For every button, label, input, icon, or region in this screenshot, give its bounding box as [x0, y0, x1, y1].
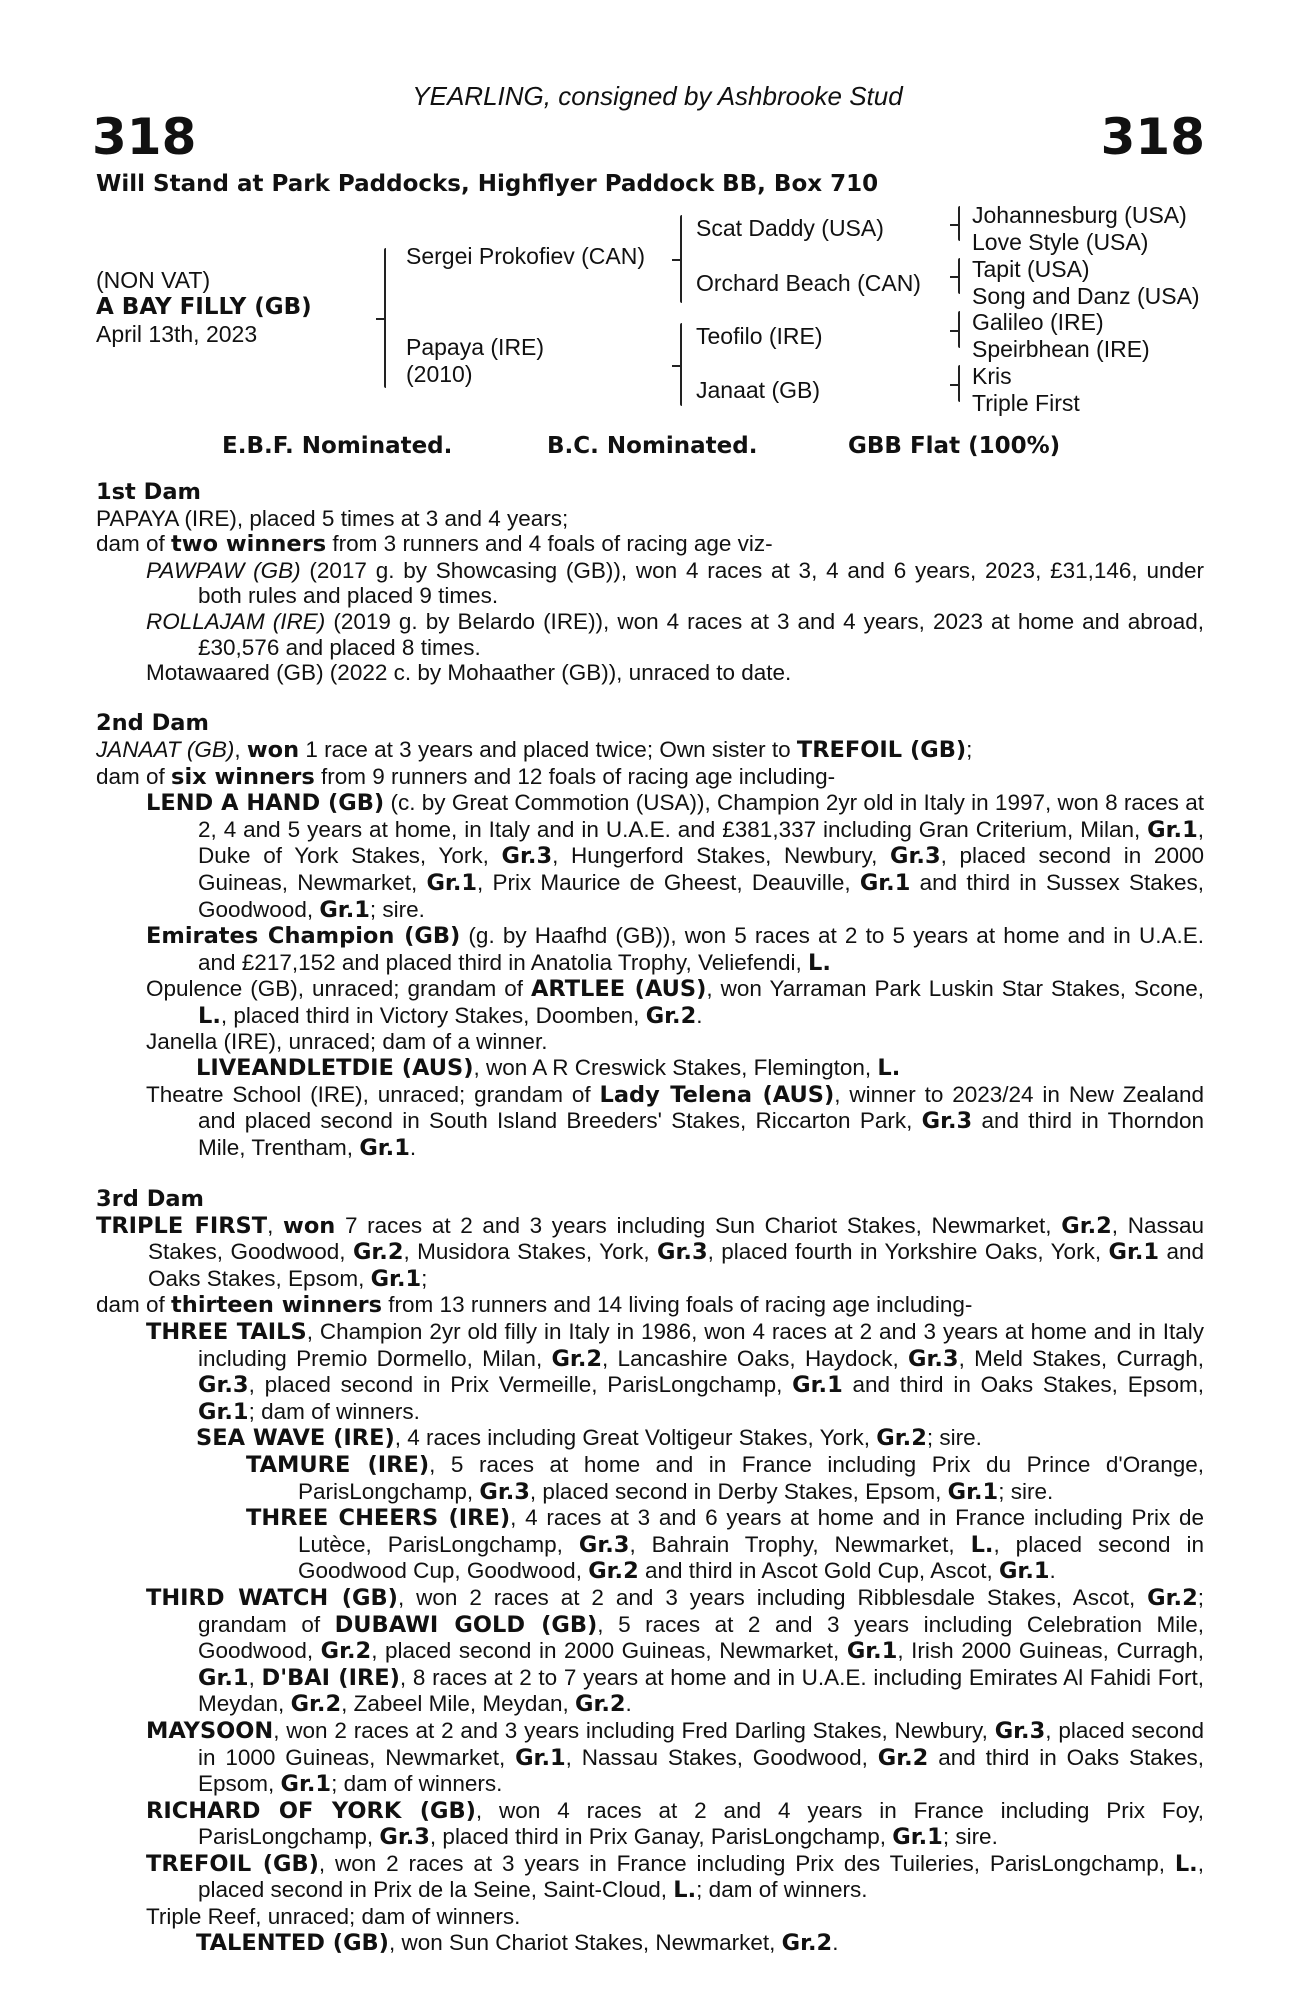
dam-dam: Janaat (GB) [696, 377, 820, 403]
consignment-line: YEARLING, consigned by Ashbrooke Stud [412, 81, 903, 111]
progeny-lend-a-hand: LEND A HAND (GB) (c. by Great Commotion (USA)), Champion 2yr old in Italy in 1997, won 8 races at 2, 4 and 5 years at home, in Italy and in U.A.E. and £381,337 including Gran Criterium, Milan, Gr.1, Duke of York Stakes, York, Gr.3, Hungerford Stakes, Newbury, Gr.3, placed second in 2000 Guineas, Newmarket, Gr.1, Prix Maurice de Gheest, Deauville, Gr.1 and third in Sussex Stakes, Goodwood, Gr.1; sire. [146, 790, 1204, 923]
progeny-three-tails: THREE TAILS, Champion 2yr old filly in Italy in 1986, won 4 races at 2 and 3 years at home and in Italy including Premio Dormello, Milan, Gr.2, Lancashire Oaks, Haydock, Gr.3, Meld Stakes, Curragh, Gr.3, placed second in Prix Vermeille, ParisLongchamp, Gr.1 and third in Oaks Stakes, Epsom, Gr.1; dam of winners. [146, 1319, 1204, 1425]
progeny-trefoil: TREFOIL (GB), won 2 races at 3 years in France including Prix des Tuileries, ParisLongchamp, L., placed second in Prix de la Seine, Saint-Cloud, L.; dam of winners. [146, 1850, 1204, 1904]
pedigree-brace-sire [680, 215, 682, 303]
catalogue-body [96, 480, 1204, 1956]
progeny-liveandletdie: LIVEANDLETDIE (AUS), won A R Creswick Stakes, Flemington, L. [196, 1055, 901, 1082]
progeny-three-cheers: THREE CHEERS (IRE), 4 races at 3 and 6 years at home and in France including Prix de Lutèce, ParisLongchamp, Gr.3, Bahrain Trophy, Newmarket, L., placed second in Goodwood Cup, Goodwood, Gr.2 and third in Ascot Gold Cup, Ascot, Gr.1. [246, 1505, 1205, 1585]
pedigree-brace-g3 [958, 311, 960, 348]
ebf-nomination: E.B.F. Nominated. [222, 433, 453, 459]
foaling-date: April 13th, 2023 [96, 321, 258, 347]
sire-sire: Scat Daddy (USA) [696, 215, 884, 241]
first-dam-intro: PAPAYA (IRE), placed 5 times at 3 and 4 years; [96, 505, 569, 531]
bc-nomination: B.C. Nominated. [547, 433, 758, 459]
grandsire-1: Johannesburg (USA) [972, 202, 1187, 228]
progeny-motawaared: Motawaared (GB) (2022 c. by Mohaather (GB)), unraced to date. [146, 660, 792, 686]
pedigree-brace-g1 [958, 206, 960, 241]
third-dam-heading: 3rd Dam [96, 1186, 204, 1213]
dam-sire: Teofilo (IRE) [696, 323, 823, 349]
progeny-theatre-school: Theatre School (IRE), unraced; grandam of Lady Telena (AUS), winner to 2023/24 in New Zealand and placed second in South Island Breeders' Stakes, Riccarton Park, Gr.3 and third in Thorndon Mile, Trentham, Gr.1. [146, 1081, 1205, 1161]
third-dam-intro: TRIPLE FIRST, won 7 races at 2 and 3 years including Sun Chariot Stakes, Newmarket, Gr.2, Nassau Stakes, Goodwood, Gr.2, Musidora Stakes, York, Gr.3, placed fourth in Yorkshire Oaks, York, Gr.1 and Oaks Stakes, Epsom, Gr.1; [96, 1212, 1205, 1292]
dam-year: (2010) [406, 361, 473, 387]
progeny-pawpaw: PAWPAW (GB) (2017 g. by Showcasing (GB)), won 4 races at 3, 4 and 6 years, 2023, £31,146, under both rules and placed 9 times. [146, 557, 1204, 609]
grandsire-8: Triple First [972, 390, 1080, 416]
grandsire-3: Tapit (USA) [972, 256, 1090, 282]
second-dam-summary: dam of six winners from 9 runners and 12 foals of racing age including- [96, 763, 836, 790]
grandsire-5: Galileo (IRE) [972, 309, 1104, 335]
progeny-opulence: Opulence (GB), unraced; grandam of ARTLEE (AUS), won Yarraman Park Luskin Star Stakes, Scone, L., placed third in Victory Stakes, Doomben, Gr.2. [146, 976, 1204, 1029]
grandsire-6: Speirbhean (IRE) [972, 336, 1150, 362]
progeny-sea-wave: SEA WAVE (IRE), 4 races including Great Voltigeur Stakes, York, Gr.2; sire. [196, 1425, 982, 1452]
progeny-talented: TALENTED (GB), won Sun Chariot Stakes, Newmarket, Gr.2. [196, 1929, 839, 1956]
second-dam-intro: JANAAT (GB), won 1 race at 3 years and placed twice; Own sister to TREFOIL (GB); [96, 736, 973, 763]
grandsire-4: Song and Danz (USA) [972, 283, 1200, 309]
dam-name: Papaya (IRE) [406, 334, 545, 360]
grandsire-7: Kris [972, 363, 1012, 389]
sire-dam: Orchard Beach (CAN) [696, 270, 921, 296]
sire-name: Sergei Prokofiev (CAN) [406, 243, 646, 269]
gbb-nomination: GBB Flat (100%) [848, 433, 1061, 459]
first-dam-heading: 1st Dam [96, 479, 201, 505]
pedigree-brace-main [384, 248, 386, 388]
pedigree-brace-g4 [958, 365, 960, 402]
second-dam-heading: 2nd Dam [96, 710, 209, 737]
progeny-triple-reef: Triple Reef, unraced; dam of winners. [146, 1904, 521, 1930]
progeny-tamure: TAMURE (IRE), 5 races at home and in France including Prix du Prince d'Orange, ParisLongchamp, Gr.3, placed second in Derby Stakes, Epsom, Gr.1; sire. [246, 1451, 1205, 1505]
vat-status: (NON VAT) [96, 267, 211, 293]
progeny-emirates-champion: Emirates Champion (GB) (g. by Haafhd (GB)), won 5 races at 2 to 5 years at home and in U.A.E. and £217,152 and placed third in Anatolia Trophy, Veliefendi, L. [146, 923, 1204, 976]
horse-name: A BAY FILLY (GB) [96, 294, 312, 320]
pedigree-brace-g2 [958, 258, 960, 294]
progeny-janella: Janella (IRE), unraced; dam of a winner. [146, 1029, 548, 1055]
progeny-richard-of-york: RICHARD OF YORK (GB), won 4 races at 2 and 4 years in France including Prix Foy, ParisLongchamp, Gr.3, placed third in Prix Ganay, ParisLongchamp, Gr.1; sire. [146, 1797, 1205, 1851]
lot-number-right: 318 [1100, 108, 1205, 166]
lot-number-left: 318 [92, 108, 197, 166]
pedigree-brace-dam [680, 323, 682, 406]
progeny-maysoon: MAYSOON, won 2 races at 2 and 3 years including Fred Darling Stakes, Newbury, Gr.3, placed second in 1000 Guineas, Newmarket, Gr.1, Nassau Stakes, Goodwood, Gr.2 and third in Oaks Stakes, Epsom, Gr.1; dam of winners. [146, 1717, 1204, 1798]
stand-location: Will Stand at Park Paddocks, Highflyer Paddock BB, Box 710 [96, 171, 879, 197]
progeny-rollajam: ROLLAJAM (IRE) (2019 g. by Belardo (IRE)), won 4 races at 3 and 4 years, 2023 at home and abroad, £30,576 and placed 8 times. [146, 608, 1205, 660]
progeny-third-watch: THIRD WATCH (GB), won 2 races at 2 and 3 years including Ribblesdale Stakes, Ascot, Gr.2; grandam of DUBAWI GOLD (GB), 5 races at 2 and 3 years including Celebration Mile, Goodwood, Gr.2, placed second in 2000 Guineas, Newmarket, Gr.1, Irish 2000 Guineas, Curragh, Gr.1, D'BAI (IRE), 8 races at 2 to 7 years at home and in U.A.E. including Emirates Al Fahidi Fort, Meydan, Gr.2, Zabeel Mile, Meydan, Gr.2. [146, 1584, 1204, 1718]
grandsire-2: Love Style (USA) [972, 229, 1149, 255]
first-dam-summary: dam of two winners from 3 runners and 4 foals of racing age viz- [96, 531, 773, 558]
third-dam-summary: dam of thirteen winners from 13 runners and 14 living foals of racing age including- [96, 1292, 973, 1319]
